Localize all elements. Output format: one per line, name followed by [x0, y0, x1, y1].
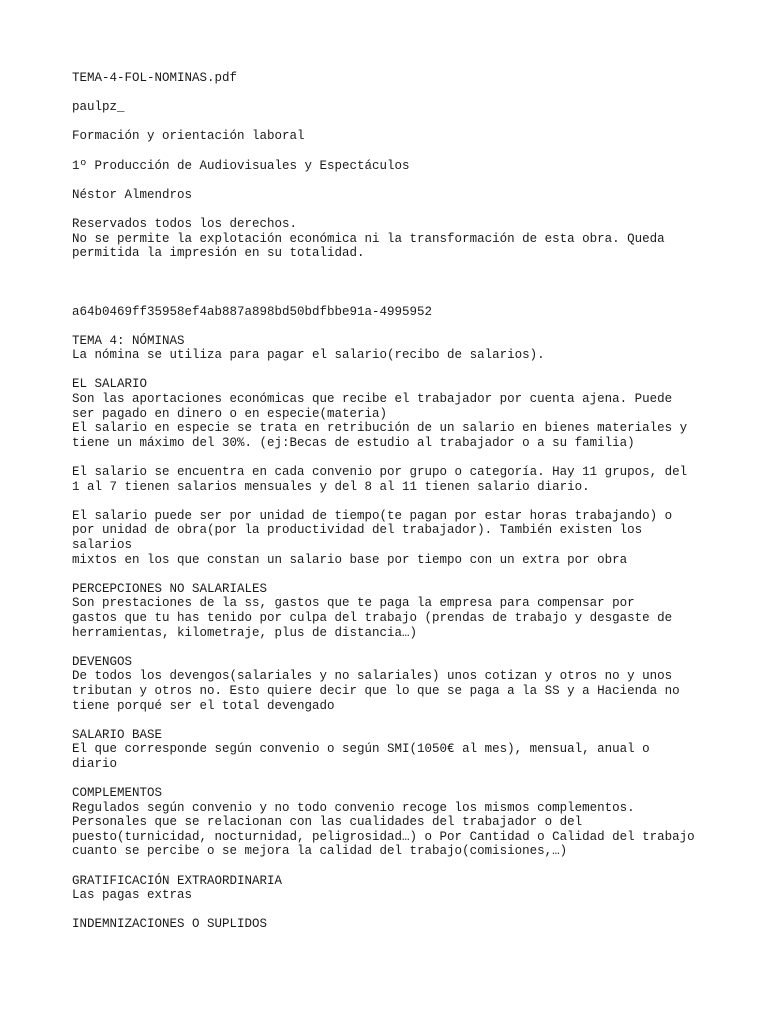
section-heading: COMPLEMENTOS: [72, 786, 163, 801]
section-text-line: El salario en especie se trata en retribución de un salario en bienes materiales y: [72, 421, 688, 436]
section-text-line: Son las aportaciones económicas que recibe el trabajador por cuenta ajena. Puede: [72, 392, 673, 407]
section-tema-4: [72, 334, 712, 363]
rights-notice: [72, 217, 712, 261]
section-heading: TEMA 4: NÓMINAS: [72, 333, 185, 348]
section-heading: DEVENGOS: [72, 654, 133, 669]
section-heading: GRATIFICACIÓN EXTRAORDINARIA: [72, 873, 283, 888]
section-text-line: tiene un máximo del 30%. (ej:Becas de estudio al trabajador o a su familia): [72, 435, 635, 450]
section-text-line: De todos los devengos(salariales y no salariales) unos cotizan y otros no y unos: [72, 669, 673, 684]
course-block: [72, 159, 712, 174]
section-heading: EL SALARIO: [72, 377, 148, 392]
document-filename-block: [72, 71, 712, 86]
section-text-line: Las pagas extras: [72, 888, 193, 903]
document-filename: TEMA-4-FOL-NOMINAS.pdf: [72, 71, 238, 85]
section-text-line: ser pagado en dinero o en especie(materia): [72, 406, 388, 421]
rights-line: No se permite la explotación económica ni la transformación de esta obra. Queda: [72, 231, 665, 246]
author-name: paulpz_: [72, 100, 125, 115]
school-block: [72, 188, 712, 203]
subject-block: [72, 129, 712, 144]
section-text-line: tributan y otros no. Esto quiere decir que lo que se paga a la SS y a Hacienda no: [72, 683, 680, 698]
section-heading: INDEMNIZACIONES O SUPLIDOS: [72, 917, 268, 932]
section-gratificacion-extraordinaria: [72, 874, 712, 903]
section-text-line: tiene porqué ser el total devengado: [72, 698, 335, 713]
section-indemnizaciones: [72, 917, 712, 932]
rights-line: permitida la impresión en su totalidad.: [72, 246, 365, 261]
section-text-line: Personales que se relacionan con las cualidades del trabajador o del: [72, 815, 583, 830]
section-text-line: Son prestaciones de la ss, gastos que te paga la empresa para compensar por: [72, 596, 635, 611]
section-salario-convenio: [72, 465, 712, 494]
rights-line: Reservados todos los derechos.: [72, 216, 298, 231]
section-text-line: El salario puede ser por unidad de tiempo(te pagan por estar horas trabajando) o: [72, 508, 673, 523]
section-text-line: por unidad de obra(por la productividad del trabajador). También existen los: [72, 523, 643, 538]
section-text-line: Regulados según convenio y no todo convenio recoge los mismos complementos.: [72, 800, 635, 815]
section-text-line: puesto(turnicidad, nocturnidad, peligrosidad…) o Por Cantidad o Calidad del trabajo: [72, 829, 695, 844]
section-text-line: mixtos en los que constan un salario base por tiempo con un extra por obra: [72, 552, 628, 567]
section-percepciones-no-salariales: [72, 582, 712, 640]
document-page: [72, 71, 712, 947]
section-salario-base: [72, 728, 712, 772]
section-text-line: cuanto se percibe o se mejora la calidad del trabajo(comisiones,…): [72, 844, 568, 859]
section-text-line: gastos que tu has tenido por culpa del trabajo (prendas de trabajo y desgaste de: [72, 610, 673, 625]
subject-name: Formación y orientación laboral: [72, 129, 305, 144]
section-salario-tiempo-obra: [72, 509, 712, 567]
section-el-salario: [72, 377, 712, 450]
course-name: 1º Producción de Audiovisuales y Espectáculos: [72, 158, 410, 173]
section-devengos: [72, 655, 712, 713]
section-text-line: salarios: [72, 538, 133, 553]
section-text-line: herramientas, kilometraje, plus de distancia…): [72, 625, 418, 640]
section-text-line: El que corresponde según convenio o según SMI(1050€ al mes), mensual, anual o: [72, 742, 650, 757]
document-hash: a64b0469ff35958ef4ab887a898bd50bdfbbe91a-4995952: [72, 304, 433, 319]
section-text-line: diario: [72, 756, 118, 771]
school-name: Néstor Almendros: [72, 187, 193, 202]
section-heading: PERCEPCIONES NO SALARIALES: [72, 581, 268, 596]
author-block: [72, 100, 712, 115]
document-hash-block: [72, 305, 712, 320]
section-complementos: [72, 786, 712, 859]
section-text-line: La nómina se utiliza para pagar el salario(recibo de salarios).: [72, 348, 545, 363]
section-text-line: 1 al 7 tienen salarios mensuales y del 8 al 11 tienen salario diario.: [72, 479, 590, 494]
section-heading: SALARIO BASE: [72, 727, 163, 742]
section-text-line: El salario se encuentra en cada convenio por grupo o categoría. Hay 11 grupos, del: [72, 465, 688, 480]
